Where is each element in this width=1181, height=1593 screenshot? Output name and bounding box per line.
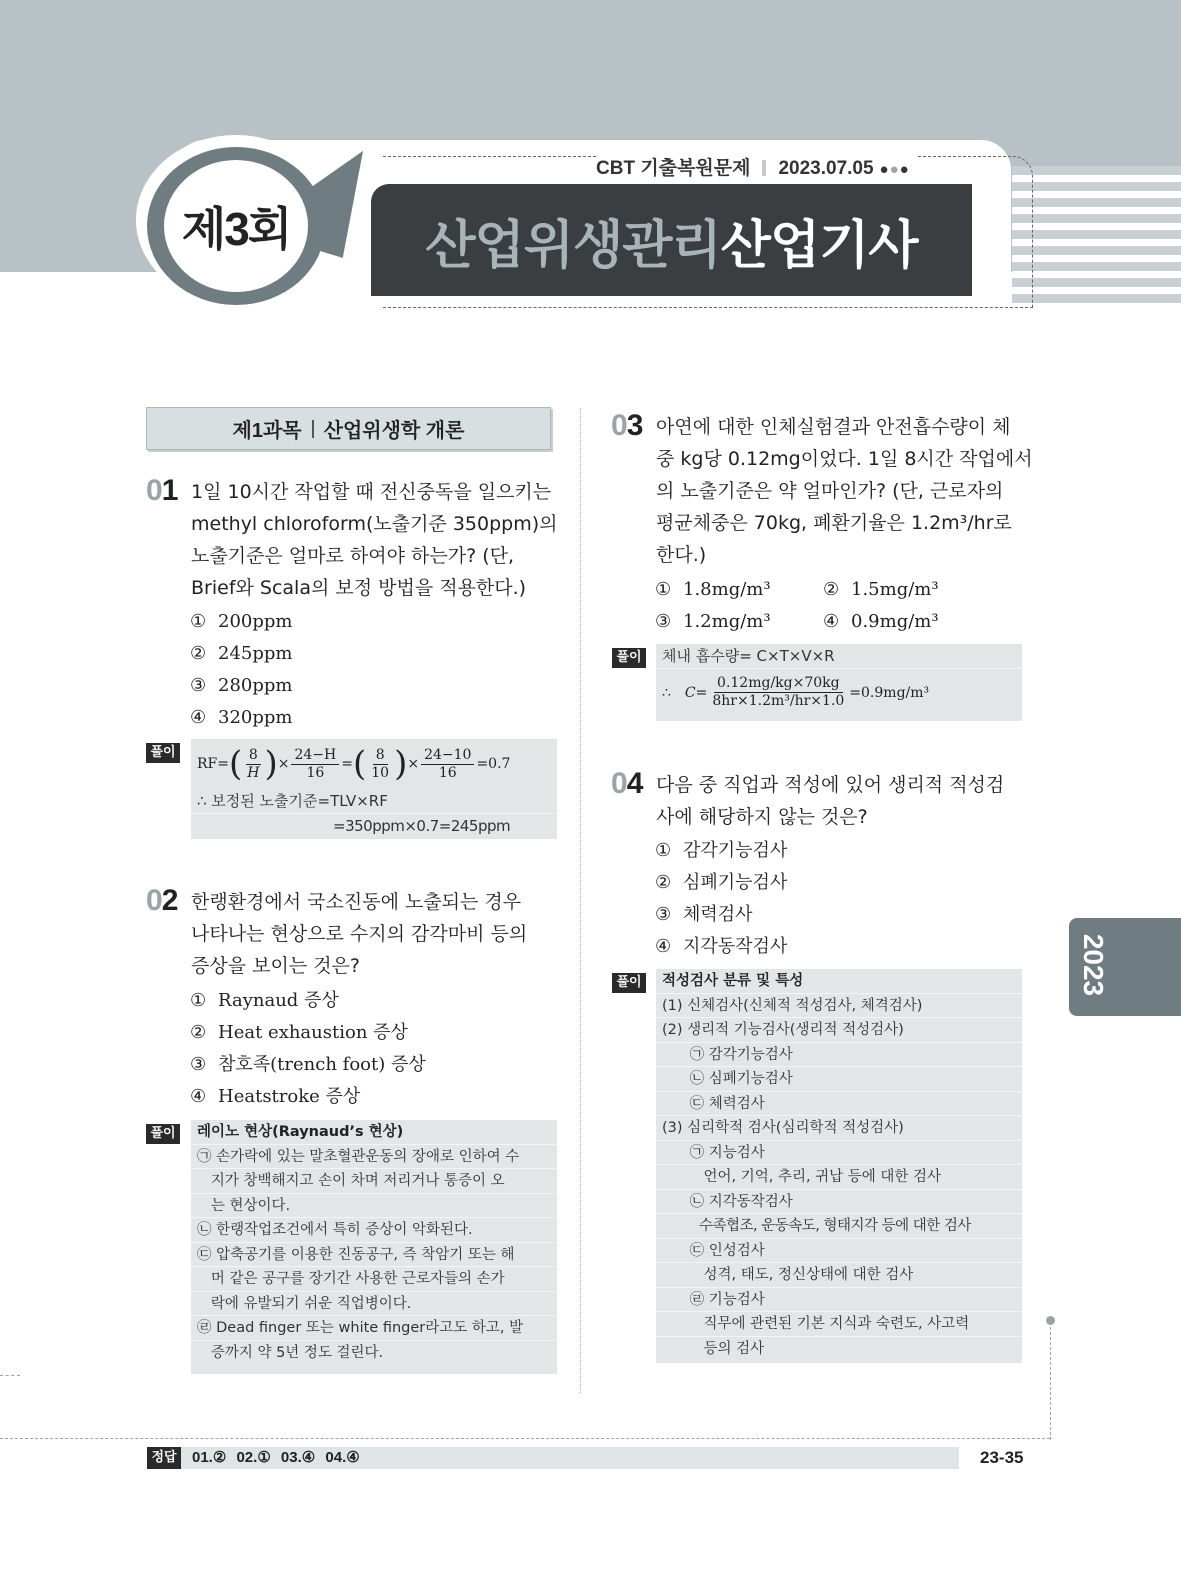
solution-label: 풀이 (146, 1124, 180, 1144)
solution-line: 등의 검사 (662, 1340, 765, 1357)
option[interactable]: ③ 1.2mg/m³ (655, 611, 771, 632)
solution-line: 직무에 관련된 기본 지식과 숙련도, 사고력 (656, 1312, 1022, 1337)
option-row (655, 574, 995, 606)
subject-separator (312, 420, 314, 438)
question-line: 노출기준은 얼마로 하여야 하는가? (단, (191, 545, 515, 567)
round-label: 제3회 (181, 203, 291, 255)
option[interactable]: ② 1.5mg/m³ (823, 579, 939, 600)
solution-line: ㉠ 지능검사 (656, 1141, 1022, 1166)
footer-dashed-line (0, 1438, 1050, 1439)
solution-line: (1) 신체검사(신체적 적성검사, 체격검사) (656, 994, 1022, 1019)
question-number: 02 (146, 884, 178, 917)
options-03 (655, 574, 995, 638)
column-divider (580, 408, 581, 1393)
question-line: methyl chloroform(노출기준 350ppm)의 (191, 513, 558, 535)
solution-box-01 (191, 739, 557, 839)
title-part1: 산업위생관리 (425, 215, 721, 276)
solution-line: 지가 창백해지고 손이 차며 저리거나 통증이 오 (191, 1169, 557, 1194)
question-number: 01 (146, 474, 178, 507)
option[interactable]: ② 심폐기능검사 (655, 872, 788, 893)
question-text (191, 886, 527, 982)
option-row (655, 606, 995, 638)
option[interactable]: ③ 체력검사 (655, 904, 753, 925)
solution-heading: 레이노 현상(Raynaud’s 현상) (191, 1120, 557, 1145)
decor-dashed-line (1050, 1322, 1051, 1440)
option[interactable]: ① 1.8mg/m³ (655, 579, 771, 600)
solution-line: ㉠ 감각기능검사 (656, 1043, 1022, 1068)
question-line: 다음 중 직업과 적성에 있어 생리적 적성검 (656, 774, 1005, 796)
option[interactable]: ④ Heatstroke 증상 (190, 1086, 361, 1107)
subject-part: 제1과목 (232, 420, 302, 442)
option[interactable]: ④ 지각동작검사 (655, 936, 788, 957)
solution-line: ㉢ 인성검사 (656, 1239, 1022, 1264)
solution-box-02 (191, 1120, 557, 1374)
question-text (656, 769, 1004, 833)
solution-heading: 적성검사 분류 및 특성 (656, 969, 1022, 994)
solution-line: ㉣ Dead finger 또는 white finger라고도 하고, 발 (191, 1316, 557, 1341)
exam-info (596, 153, 918, 177)
solution-line: ㉡ 심폐기능검사 (656, 1067, 1022, 1092)
page-number: 23-35 (980, 1448, 1024, 1467)
solution-line: ∴ 보정된 노출기준=TLV×RF (191, 789, 557, 814)
option[interactable]: ② Heat exhaustion 증상 (190, 1022, 408, 1043)
answer-label: 정답 (147, 1447, 181, 1469)
solution-label: 풀이 (146, 743, 180, 763)
option[interactable]: ① 200ppm (190, 611, 293, 632)
concentration-formula: ∴ C= $\frac{0.12mg/kg\times 70kg}{\text{8hr×1.2m³/hr×1.0}}$ =0.9mg/m³ (662, 675, 930, 709)
question-line: 중 kg당 0.12mg이었다. 1일 8시간 작업에서 (656, 448, 1033, 470)
question-line: 한다.) (656, 544, 707, 566)
option[interactable]: ① 감각기능검사 (655, 840, 788, 861)
question-line: 아연에 대한 인체실험결과 안전흡수량이 체 (656, 416, 1011, 438)
question-text (656, 411, 1033, 571)
question-line: Brief와 Scala의 보정 방법을 적용한다.) (191, 577, 527, 599)
subject-name: 산업위생학 개론 (323, 420, 465, 442)
solution-line: =350ppm×0.7=245ppm (333, 816, 511, 835)
solution-line: 언어, 기억, 추리, 귀납 등에 대한 검사 (656, 1165, 1022, 1190)
question-line: 증상을 보이는 것은? (191, 955, 360, 977)
separator-bar (762, 160, 766, 176)
solution-line: ㉣ 기능검사 (656, 1288, 1022, 1313)
solution-line: 수족협조, 운동속도, 형태지각 등에 대한 검사 (656, 1214, 1022, 1239)
question-line: 의 노출기준은 약 얼마인가? (단, 근로자의 (656, 480, 1004, 502)
solution-line: (2) 생리적 기능검사(생리적 적성검사) (656, 1018, 1022, 1043)
exam-date: 2023.07.05 (778, 158, 874, 179)
options-04 (655, 835, 787, 963)
solution-line: 증까지 약 5년 정도 걸린다. (197, 1344, 384, 1361)
options-02 (190, 985, 426, 1113)
solution-line: 락에 유발되기 쉬운 직업병이다. (191, 1292, 557, 1317)
question-line: 나타나는 현상으로 수지의 감각마비 등의 (191, 923, 528, 945)
question-line: 한랭환경에서 국소진동에 노출되는 경우 (191, 891, 522, 913)
answer-key: 01.② 02.① 03.④ 04.④ (192, 1449, 360, 1466)
option[interactable]: ③ 280ppm (190, 675, 293, 696)
question-number: 04 (611, 767, 643, 800)
page-title (371, 184, 972, 296)
option[interactable]: ③ 참호족(trench foot) 증상 (190, 1054, 426, 1075)
option[interactable]: ④ 320ppm (190, 707, 293, 728)
question-line: 1일 10시간 작업할 때 전신중독을 일으키는 (191, 481, 552, 503)
header-stripes (1012, 166, 1181, 308)
solution-label: 풀이 (612, 648, 646, 668)
options-01 (190, 606, 292, 734)
solution-box-03 (656, 644, 1022, 721)
rf-formula: RF= ( $\frac{8}{H}$ ) × $\frac{24-H}{16}$ = ( $\frac{8}{10}$ ) × $\frac{24-10}{16}$ =0.7 (197, 744, 511, 784)
cbt-label: CBT 기출복원문제 (596, 158, 751, 179)
solution-line: 성격, 태도, 정신상태에 대한 검사 (656, 1263, 1022, 1288)
question-text (191, 476, 558, 604)
solution-line: (3) 심리학적 검사(심리학적 적성검사) (656, 1116, 1022, 1141)
decor-dashed-line (0, 1375, 20, 1376)
question-line: 평균체중은 70kg, 폐환기율은 1.2m³/hr로 (656, 512, 1012, 534)
dots-icon: ●●● (879, 161, 910, 178)
solution-line: ㉢ 체력검사 (656, 1092, 1022, 1117)
solution-line: 머 같은 공구를 장기간 사용한 근로자들의 손가 (191, 1267, 557, 1292)
question-line: 사에 해당하지 않는 것은? (656, 806, 868, 828)
solution-label: 풀이 (612, 973, 646, 993)
solution-line: ㉡ 한랭작업조건에서 특히 증상이 악화된다. (191, 1218, 557, 1243)
option[interactable]: ② 245ppm (190, 643, 293, 664)
solution-line: ㉠ 손가락에 있는 말초혈관운동의 장애로 인하여 수 (191, 1145, 557, 1170)
title-part2: 산업기사 (720, 215, 918, 276)
subject-header (146, 407, 551, 450)
solution-box-04 (656, 969, 1022, 1363)
option[interactable]: ① Raynaud 증상 (190, 990, 339, 1011)
option[interactable]: ④ 0.9mg/m³ (823, 611, 939, 632)
solution-line: ㉢ 압축공기를 이용한 진동공구, 즉 착암기 또는 해 (191, 1243, 557, 1268)
question-number: 03 (611, 409, 643, 442)
solution-line: 체내 흡수량= C×T×V×R (656, 644, 1022, 669)
solution-line: 는 현상이다. (191, 1194, 557, 1219)
solution-line: ㉡ 지각동작검사 (656, 1190, 1022, 1215)
year-side-tab-label: 2023 (1078, 933, 1109, 997)
